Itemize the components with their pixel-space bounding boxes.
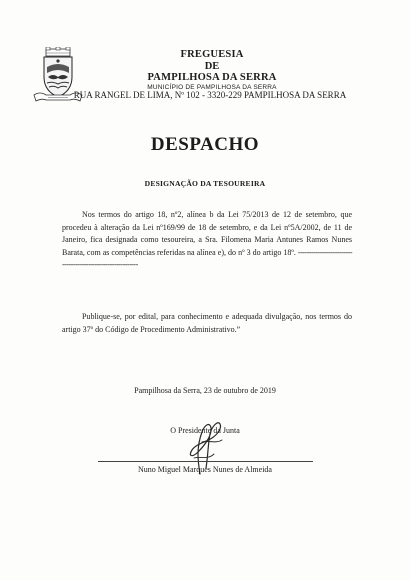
- header-municipality: MUNICÍPIO DE PAMPILHOSA DA SERRA: [147, 84, 277, 91]
- place-and-date: Pampilhosa da Serra, 23 de outubro de 2019: [134, 386, 276, 395]
- body-paragraph-1-dashes: ------------------------------------------------------------: [62, 247, 353, 269]
- header-preposition: DE: [204, 61, 220, 72]
- header-address: RUA RANGEL DE LIMA, Nº 102 - 3320-229 PAMPILHOSA DA SERRA: [73, 90, 347, 100]
- body-paragraph-2: Publique-se, por edital, para conhecimento e adequada divulgação, nos termos do artigo 37º do Código de Procedimento Administrativo.”: [62, 312, 352, 334]
- signatory-name: Nuno Miguel Marques Nunes de Almeida: [138, 465, 272, 474]
- signatory-role: O Presidente da Junta: [170, 426, 240, 435]
- body-paragraph-1: [62, 209, 352, 272]
- body-paragraph-1-text: Nos termos do artigo 18, nº2, alínea b da Lei 75/2013 de 12 de setembro, que procedeu à alteração da Lei nº169/99 de 18 de setembro, e da Lei nº5A/2002, de 11 de Janeiro, fica designada como tesoureira, a Sra. Filomena Maria Antunes Ramos Nunes Barata, com as competências referidas na alínea e), do nº 3 do artigo 18º.: [62, 210, 352, 257]
- document-title: DESPACHO: [150, 134, 260, 155]
- header-parish-label: FREGUESIA: [180, 49, 244, 60]
- document-subtitle: DESIGNAÇÃO DA TESOUREIRA: [144, 179, 266, 188]
- header-parish-name: PAMPILHOSA DA SERRA: [147, 72, 277, 83]
- signature-line: [98, 461, 313, 462]
